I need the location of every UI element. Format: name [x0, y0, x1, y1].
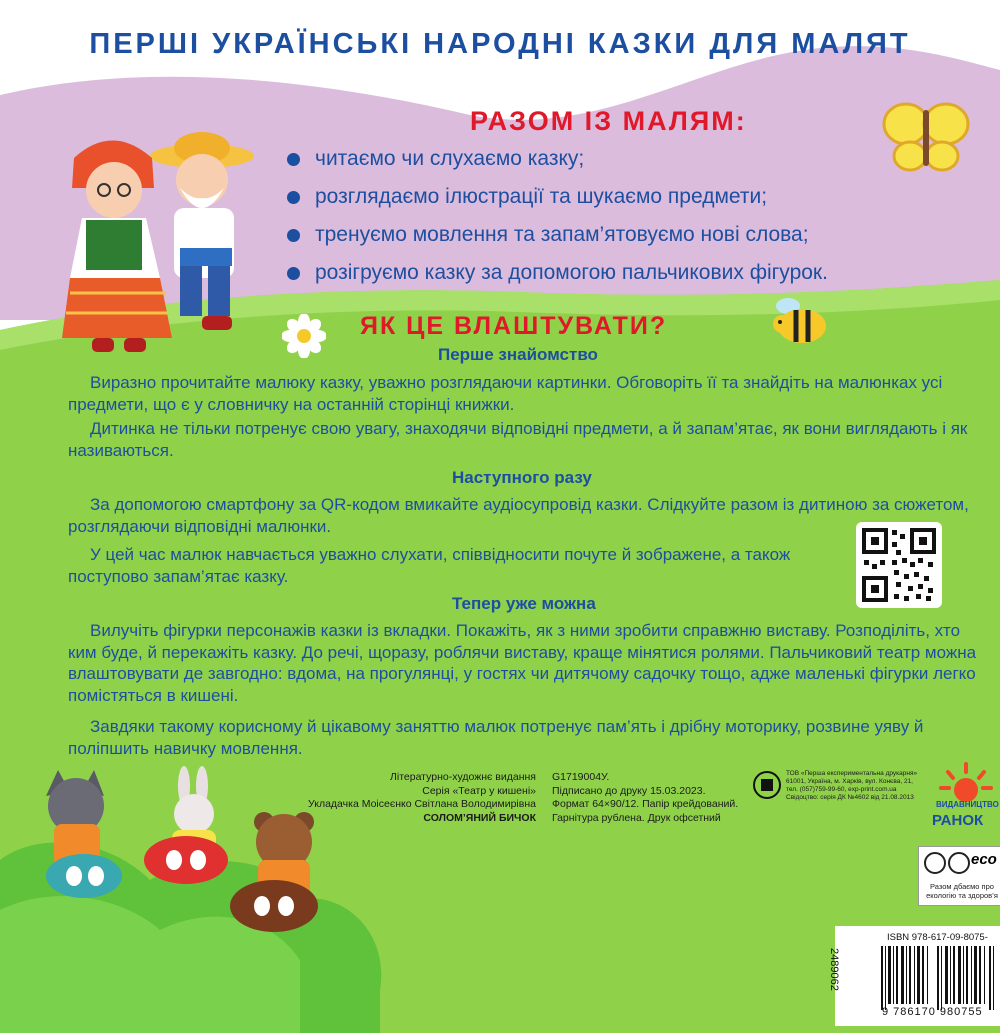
- imprint-line: Серія «Театр у кишені»: [422, 784, 536, 797]
- bullet-icon: [287, 229, 300, 242]
- grandparents-illustration: [62, 128, 262, 360]
- imprint-line: G1719004У.: [552, 771, 610, 783]
- eco-note: Разом дбаємо про екологію та здоров’я: [926, 882, 998, 900]
- imprint-line: Укладачка Моісеєнко Світлана Володимирівна: [308, 798, 536, 810]
- imprint-line: Літературно-художнє видання: [389, 771, 536, 783]
- qr-code[interactable]: [856, 522, 942, 608]
- publisher-name: РАНОК: [932, 812, 984, 829]
- barcode-number: 9 786170 980755: [882, 1006, 983, 1018]
- eco-brand: eco: [971, 851, 997, 868]
- together-heading: РАЗОМ ІЗ МАЛЯМ:: [470, 106, 747, 136]
- paragraph: За допомогою смартфону за QR-кодом вмикайте аудіосупровід казки. Слідкуйте разом із дитиною за сюжетом, розглядаючи відповідні малюнки.: [68, 495, 969, 536]
- barcode-side-number: 2489062: [828, 948, 840, 991]
- imprint-line: 61001, Україна, м. Харків, вул. Конєва, 21,: [786, 778, 913, 785]
- imprint-line: тел. (057)759-99-60, exp-print.com.ua: [786, 786, 897, 793]
- printer-logo-icon: [752, 770, 782, 800]
- ranok-sun-logo-icon: [938, 760, 994, 802]
- publisher-label: ВИДАВНИЦТВО: [936, 800, 999, 809]
- list-item: розглядаємо ілюстрації та шукаємо предмети;: [285, 181, 828, 219]
- list-item: читаємо чи слухаємо казку;: [285, 143, 828, 181]
- together-list: [285, 143, 828, 295]
- page-title: ПЕРШІ УКРАЇНСЬКІ НАРОДНІ КАЗКИ ДЛЯ МАЛЯТ: [89, 28, 911, 60]
- qr-code-icon: [856, 522, 942, 608]
- section-heading-first: Перше знайомство: [438, 345, 598, 364]
- paragraph: Дитинка не тільки потренує свою увагу, знаходячи відповідні предмети, а й запам’ятає, як вони виглядають і як називаються.: [68, 419, 968, 460]
- imprint-line: СОЛОМ’ЯНИЙ БИЧОК: [423, 811, 536, 824]
- how-heading: ЯК ЦЕ ВЛАШТУВАТИ?: [360, 312, 668, 340]
- paragraph: У цей час малюк навчається уважно слухати, співвідносити почуте й зображене, а також поступово запам’ятає казку.: [68, 545, 791, 586]
- imprint-line: Свідоцтво: серія ДК №4602 від 21.08.2013: [786, 794, 914, 801]
- list-item: розігруємо казку за допомогою пальчикових фігурок.: [285, 257, 828, 295]
- daisy-icon: [282, 314, 326, 358]
- imprint-line: ТОВ «Перша експериментальна друкарня»: [786, 770, 918, 777]
- bullet-icon: [287, 153, 300, 166]
- printer-info: [786, 770, 926, 802]
- imprint-line: Формат 64×90/12. Папір крейдований.: [552, 798, 739, 810]
- imprint-line: Підписано до друку 15.03.2023.: [552, 784, 706, 797]
- imprint-middle: [552, 771, 742, 823]
- butterfly-icon: [880, 96, 972, 178]
- section-heading-next: Наступного разу: [452, 468, 592, 487]
- isbn: ISBN 978-617-09-8075-: [887, 932, 988, 943]
- bullet-icon: [287, 267, 300, 280]
- paragraph: Виразно прочитайте малюку казку, уважно розглядаючи картинки. Обговоріть її та знайдіть на малюнках усі предмети, що є у словничку на останній сторінці книжки.: [68, 373, 943, 414]
- bullet-icon: [287, 191, 300, 204]
- paragraph: Вилучіть фігурки персонажів казки із вкладки. Покажіть, як з ними зробити справжню виставу. Розподіліть, хто ким буде, й перекажіть казку. До речі, щоразу, роблячи виставу, краще мінятися ролями. Пальчиковий театр можна влаштовувати де завгодно: вдома, на прогулянці, у гостях чи дитячому садочку тощо, адже маленькі фігурки легко помістяться в кишені.: [68, 621, 977, 705]
- barcode-icon: [881, 946, 999, 1010]
- section-heading-now: Тепер уже можна: [452, 594, 596, 613]
- bee-icon: [766, 296, 828, 346]
- imprint-left: [290, 771, 536, 825]
- paragraph: Завдяки такому корисному й цікавому заняттю малюк потренує пам’ять і дрібну моторику, розвине уяву й поліпшить навичку мовлення.: [68, 717, 924, 758]
- imprint-line: Гарнітура рублена. Друк офсетний: [552, 811, 721, 823]
- list-item: тренуємо мовлення та запам’ятовуємо нові слова;: [285, 219, 828, 257]
